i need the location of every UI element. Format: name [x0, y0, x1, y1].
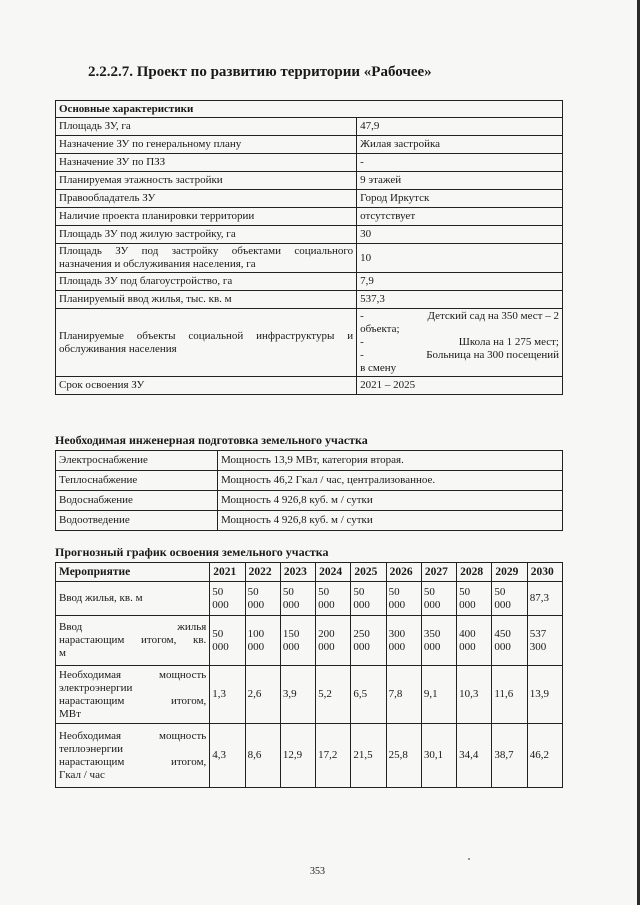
year-value: 50 000 [457, 582, 492, 616]
table-row [56, 511, 563, 531]
list-dash: - [360, 336, 364, 348]
section-title: 2.2.2.7. Проект по развитию территории «Рабочее» [88, 64, 432, 80]
year-value: 46,2 [527, 724, 562, 788]
row-value: 30 [357, 226, 563, 244]
year-value: 100 000 [245, 616, 280, 666]
row-label: Водоснабжение [56, 491, 218, 511]
row-label: Электроснабжение [56, 451, 218, 471]
forecast-table [55, 562, 563, 788]
social-object-line: - Школа на 1 275 мест; [360, 336, 559, 348]
table-row [56, 273, 563, 291]
table-row [56, 451, 563, 471]
year-value: 12,9 [280, 724, 315, 788]
row-value: 47,9 [357, 118, 563, 136]
measure-name: Ввод жилья, кв. м [56, 582, 210, 616]
row-value: 9 этажей [357, 172, 563, 190]
measure-name: Необходимая мощность электроэнергии нарастающим итогом, МВт [56, 666, 210, 724]
year-value: 5,2 [316, 666, 351, 724]
row-label: Наличие проекта планировки территории [56, 208, 357, 226]
year-value: 50 000 [245, 582, 280, 616]
year-value: 250 000 [351, 616, 386, 666]
row-value: Мощность 4 926,8 куб. м / сутки [218, 491, 563, 511]
row-value: Город Иркутск [357, 190, 563, 208]
list-dash: - [360, 310, 364, 322]
table-header: Основные характеристики [56, 101, 563, 118]
social-objects [357, 309, 563, 377]
year-value: 2,6 [245, 666, 280, 724]
table-row [56, 226, 563, 244]
forecast-title: Прогнозный график освоения земельного участка [55, 545, 329, 559]
year-value: 7,8 [386, 666, 421, 724]
row-label: Площадь ЗУ под застройку объектами социального назначения и обслуживания населения, га [56, 244, 357, 273]
year-value: 50 000 [316, 582, 351, 616]
row-value: Мощность 13,9 МВт, категория вторая. [218, 451, 563, 471]
table-row [56, 666, 563, 724]
main-characteristics-table [55, 100, 563, 395]
year-header: 2029 [492, 563, 527, 582]
row-label: Площадь ЗУ под жилую застройку, га [56, 226, 357, 244]
table-row [56, 616, 563, 666]
year-value: 150 000 [280, 616, 315, 666]
year-value: 87,3 [527, 582, 562, 616]
year-value: 50 000 [210, 616, 245, 666]
year-value: 13,9 [527, 666, 562, 724]
row-value: Жилая застройка [357, 136, 563, 154]
year-value: 50 000 [280, 582, 315, 616]
year-value: 34,4 [457, 724, 492, 788]
year-value: 6,5 [351, 666, 386, 724]
table-row [56, 291, 563, 309]
year-value: 50 000 [386, 582, 421, 616]
year-value: 350 000 [421, 616, 456, 666]
row-label: Правообладатель ЗУ [56, 190, 357, 208]
year-header: 2024 [316, 563, 351, 582]
table-row [56, 377, 563, 395]
table-row [56, 471, 563, 491]
row-label: Планируемая этажность застройки [56, 172, 357, 190]
table-row [56, 136, 563, 154]
year-header: 2027 [421, 563, 456, 582]
table-row [56, 582, 563, 616]
column-header: Мероприятие [56, 563, 210, 582]
year-value: 9,1 [421, 666, 456, 724]
table-row [56, 190, 563, 208]
table-row [56, 491, 563, 511]
list-dash: - [360, 349, 364, 361]
year-value: 10,3 [457, 666, 492, 724]
year-header: 2022 [245, 563, 280, 582]
year-header: 2026 [386, 563, 421, 582]
year-header: 2030 [527, 563, 562, 582]
row-label: Теплоснабжение [56, 471, 218, 491]
table-row [56, 118, 563, 136]
row-label: Площадь ЗУ, га [56, 118, 357, 136]
year-value: 3,9 [280, 666, 315, 724]
row-label: Водоотведение [56, 511, 218, 531]
table-row-social [56, 309, 563, 377]
year-value: 8,6 [245, 724, 280, 788]
measure-name: Необходимая мощность теплоэнергии нарастающим итогом, Гкал / час [56, 724, 210, 788]
row-value: Мощность 4 926,8 куб. м / сутки [218, 511, 563, 531]
engineering-title: Необходимая инженерная подготовка земельного участка [55, 433, 368, 447]
row-label: Срок освоения ЗУ [56, 377, 357, 395]
row-value: - [357, 154, 563, 172]
row-label: Назначение ЗУ по ПЗЗ [56, 154, 357, 172]
year-value: 4,3 [210, 724, 245, 788]
row-value: Мощность 46,2 Гкал / час, централизованное. [218, 471, 563, 491]
table-row [56, 244, 563, 273]
year-value: 50 000 [492, 582, 527, 616]
table-row [56, 154, 563, 172]
year-value: 300 000 [386, 616, 421, 666]
year-value: 50 000 [210, 582, 245, 616]
page-number: 353 [310, 866, 325, 877]
row-value: 7,9 [357, 273, 563, 291]
year-value: 11,6 [492, 666, 527, 724]
year-value: 1,3 [210, 666, 245, 724]
year-value: 400 000 [457, 616, 492, 666]
year-value: 537 300 [527, 616, 562, 666]
year-header: 2025 [351, 563, 386, 582]
year-value: 450 000 [492, 616, 527, 666]
row-label: Назначение ЗУ по генеральному плану [56, 136, 357, 154]
row-label: Площадь ЗУ под благоустройство, га [56, 273, 357, 291]
year-value: 25,8 [386, 724, 421, 788]
table-row [56, 208, 563, 226]
social-object-line: объекта; [360, 323, 400, 335]
year-value: 30,1 [421, 724, 456, 788]
row-label: Планируемый ввод жилья, тыс. кв. м [56, 291, 357, 309]
measure-name: Ввод жилья нарастающим итогом, кв. м [56, 616, 210, 666]
social-object-line: - Детский сад на 350 мест – 2 [360, 310, 559, 322]
year-value: 38,7 [492, 724, 527, 788]
year-header: 2021 [210, 563, 245, 582]
year-value: 50 000 [351, 582, 386, 616]
row-value: отсутствует [357, 208, 563, 226]
social-object-line: - Больница на 300 посещений [360, 349, 559, 361]
row-value: 10 [357, 244, 563, 273]
engineering-table [55, 450, 563, 531]
year-value: 21,5 [351, 724, 386, 788]
social-label: Планируемые объекты социальной инфраструктуры и обслуживания населения [56, 309, 357, 377]
table-row [56, 724, 563, 788]
year-header: 2023 [280, 563, 315, 582]
scan-speck [468, 858, 470, 860]
year-value: 200 000 [316, 616, 351, 666]
year-header: 2028 [457, 563, 492, 582]
year-value: 17,2 [316, 724, 351, 788]
row-value: 537,3 [357, 291, 563, 309]
year-value: 50 000 [421, 582, 456, 616]
social-object-line: в смену [360, 362, 397, 374]
row-value: 2021 – 2025 [357, 377, 563, 395]
table-row [56, 172, 563, 190]
